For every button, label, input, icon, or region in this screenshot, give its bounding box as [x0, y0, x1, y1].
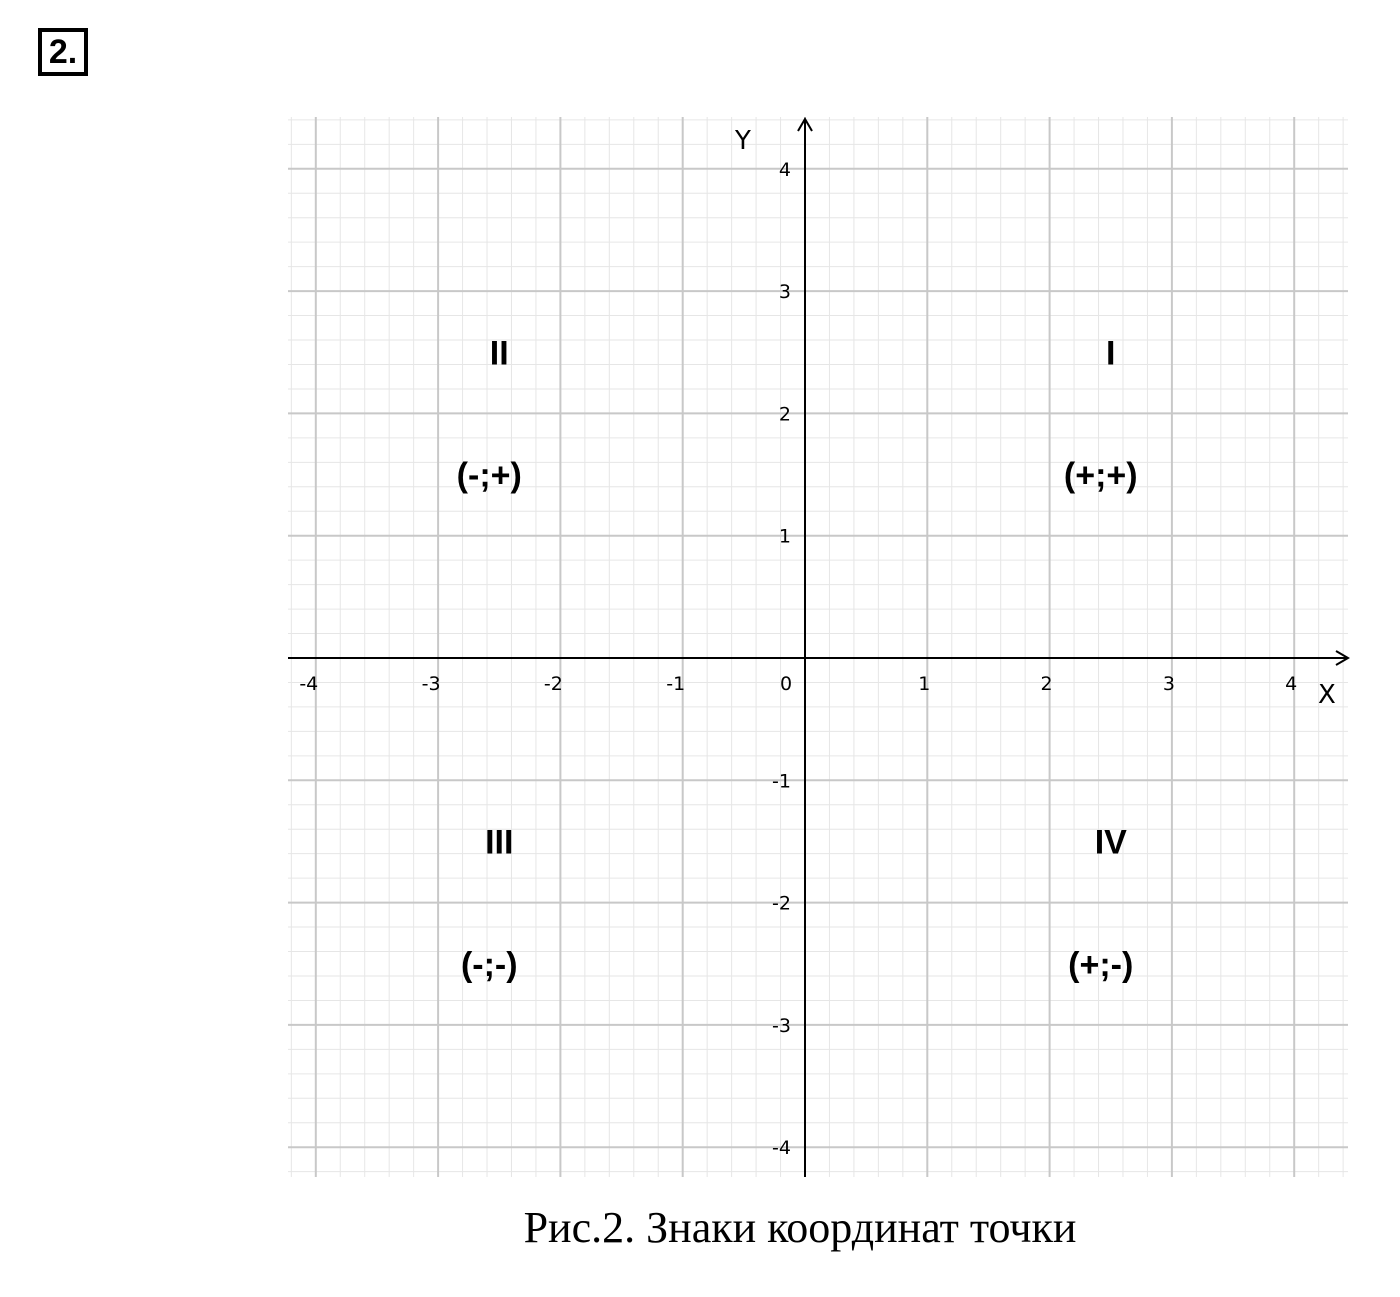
x-tick-label: 1 [918, 673, 931, 695]
y-tick-label: -2 [772, 892, 791, 915]
quadrant-signs: (+;-) [1068, 945, 1134, 984]
major-grid [288, 117, 1348, 1177]
quadrant-numeral: III [485, 823, 514, 862]
quadrant-numeral: IV [1094, 823, 1127, 862]
y-tick-label: 2 [778, 403, 791, 426]
quadrant-numeral: II [489, 334, 509, 373]
quadrant-signs: (-;-) [460, 945, 518, 984]
figure-caption: Рис.2. Знаки координат точки [523, 1203, 1077, 1252]
quadrant-signs: (-;+) [456, 456, 522, 495]
y-tick-label: 1 [778, 525, 791, 548]
quadrant-signs: (+;+) [1063, 456, 1138, 495]
x-tick-label: -3 [421, 673, 441, 695]
x-tick-label: 3 [1162, 673, 1175, 695]
x-tick-label: -4 [299, 673, 319, 695]
y-tick-label: 4 [778, 158, 791, 181]
y-tick-label: -4 [772, 1137, 791, 1160]
y-tick-label: -3 [772, 1014, 791, 1037]
x-tick-label: 0 [780, 673, 793, 695]
x-tick-label: -2 [543, 673, 563, 695]
minor-grid [288, 117, 1348, 1177]
x-axis-name: X [1318, 680, 1336, 710]
y-tick-label: -1 [772, 770, 791, 793]
x-tick-label: -1 [666, 673, 686, 695]
problem-number: 2. [38, 28, 88, 76]
tick-labels [299, 126, 1335, 1159]
quadrant-numeral: I [1106, 334, 1116, 373]
x-tick-label: 2 [1040, 673, 1053, 695]
axes [288, 119, 1348, 1177]
y-axis-name: Y [735, 126, 751, 156]
y-tick-label: 3 [778, 281, 791, 304]
x-tick-label: 4 [1285, 673, 1298, 695]
